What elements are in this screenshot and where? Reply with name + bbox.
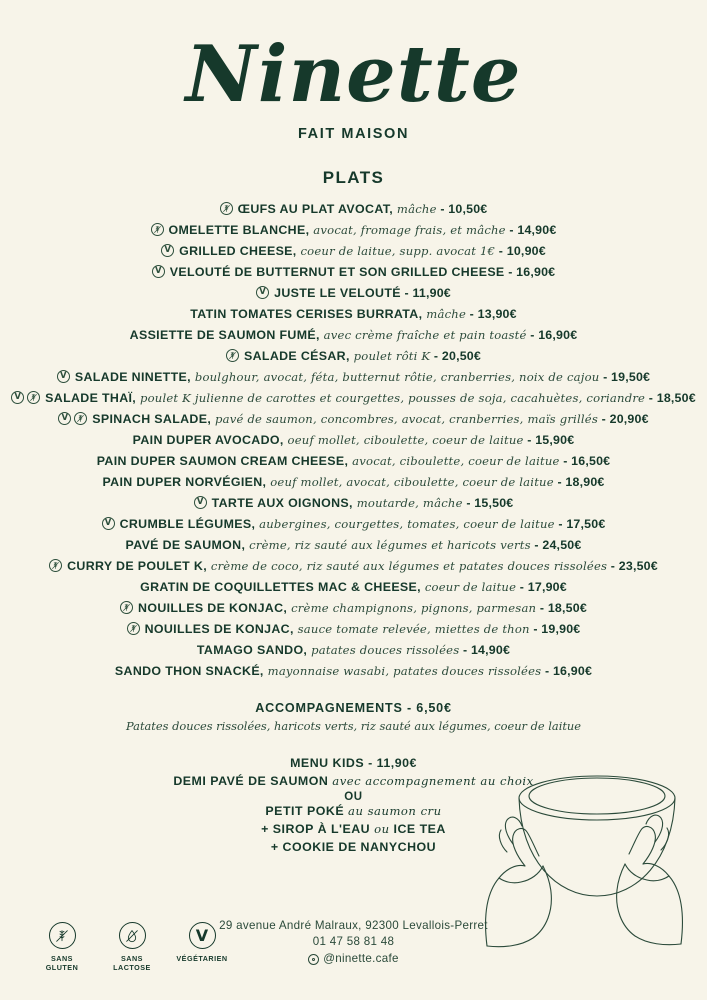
vegetarian-icon: V [152, 265, 165, 278]
menu-item-text [67, 559, 658, 573]
menu-item-text [120, 517, 606, 531]
menu-item-list [14, 198, 696, 681]
wheat-free-icon [49, 559, 62, 572]
wheat-free-icon [127, 622, 140, 635]
menu-item-name: SALADE NINETTE, [74, 369, 191, 384]
menu-item-price: - 17,90€ [516, 579, 567, 594]
menu-item-row [24, 450, 684, 471]
menu-item-badges [11, 391, 40, 404]
menu-item-badges [161, 244, 174, 257]
menu-item-text [244, 349, 481, 363]
menu-item-row [24, 576, 684, 597]
menu-item-description: crème, riz sauté aux légumes et haricots verts [245, 537, 531, 552]
vegetarian-icon: V [189, 922, 216, 949]
menu-item-description: crème champignons, pignons, parmesan [287, 600, 537, 615]
menu-item-price: - 16,90€ [541, 663, 593, 678]
menu-item-text [140, 580, 567, 594]
kids-drink-line [0, 821, 707, 839]
menu-item-row [24, 471, 684, 492]
menu-item-name: GRATIN DE COQUILLETTES MAC & CHEESE, [140, 579, 421, 594]
kids-drink-or: ou [374, 822, 390, 837]
menu-item-badges [152, 265, 165, 278]
menu-item-row [24, 429, 684, 450]
wheat-free-icon [120, 601, 133, 614]
menu-item-name: GRILLED CHEESE, [179, 243, 297, 258]
menu-item-text [75, 370, 650, 384]
menu-item-description: sauce tomate relevée, miettes de thon [293, 621, 530, 636]
menu-item-price: - 15,50€ [462, 495, 514, 510]
menu-item-text [179, 244, 546, 258]
menu-item-text [169, 223, 557, 237]
menu-item-text [133, 433, 575, 447]
allergen-legend [36, 922, 228, 972]
menu-item-name: PAIN DUPER NORVÉGIEN, [102, 474, 267, 489]
menu-item-text [212, 496, 514, 510]
menu-item-name: VELOUTÉ DE BUTTERNUT ET SON GRILLED CHEESE [169, 264, 505, 279]
menu-item-description: mâche [422, 306, 467, 321]
menu-item-name: PAVÉ DE SAUMON, [125, 537, 246, 552]
vegetarian-icon: V [161, 244, 174, 257]
vegetarian-icon: V [57, 370, 70, 383]
menu-item-row [14, 387, 696, 408]
kids-option-1-desc: avec accompagnement au choix [332, 774, 534, 789]
wheat-free-icon [220, 202, 233, 215]
menu-item-description: mâche [393, 201, 437, 216]
menu-item-row [24, 639, 684, 660]
menu-item-badges [120, 601, 133, 614]
menu-item-description: poulet K julienne de carottes et courgettes, pousses de soja, cacahuètes, coriandre [136, 390, 646, 405]
menu-item-price: - 16,50€ [559, 453, 611, 468]
vegetarian-icon: V [256, 286, 269, 299]
menu-item-name: ŒUFS AU PLAT AVOCAT, [237, 201, 394, 216]
vegetarian-icon: V [102, 517, 115, 530]
menu-item-badges [151, 223, 164, 236]
menu-item-text [238, 202, 488, 216]
menu-item-text [92, 412, 648, 426]
accompagnements-title: ACCOMPAGNEMENTS - 6,50€ [255, 701, 452, 716]
menu-item-name: SPINACH SALADE, [92, 411, 212, 426]
menu-item-name: CRUMBLE LÉGUMES, [119, 516, 256, 531]
menu-item-row [24, 597, 684, 618]
menu-item-name: NOUILLES DE KONJAC, [144, 621, 294, 636]
menu-item-description: mayonnaise wasabi, patates douces rissolées [263, 663, 542, 678]
menu-item-name: SALADE THAÏ, [45, 390, 137, 405]
menu-item-badges [127, 622, 140, 635]
vegetarian-icon: V [11, 391, 24, 404]
menu-item-text [102, 475, 604, 489]
menu-item-name: PAIN DUPER AVOCADO, [132, 432, 284, 447]
menu-item-description: patates douces rissolées [307, 642, 460, 657]
menu-item-badges [49, 559, 62, 572]
kids-option-1-name: DEMI PAVÉ DE SAUMON [173, 774, 329, 789]
menu-item-price: - 23,50€ [607, 558, 658, 573]
menu-item-name: ASSIETTE DE SAUMON FUMÉ, [129, 327, 320, 342]
menu-item-name: TATIN TOMATES CERISES BURRATA, [190, 306, 423, 321]
kids-title: MENU KIDS - 11,90€ [290, 756, 417, 771]
menu-item-price: - 24,50€ [530, 537, 582, 552]
vegetarian-icon: V [58, 412, 71, 425]
wheat-free-icon [226, 349, 239, 362]
kids-drink-2: ICE TEA [393, 822, 446, 837]
menu-item-row [24, 219, 684, 240]
menu-item-badges [58, 412, 87, 425]
brand-tagline: FAIT MAISON [297, 126, 410, 143]
menu-item-description: boulghour, avocat, féta, butternut rôtie, cranberries, noix de cajou [190, 369, 600, 384]
menu-item-description: poulet rôti K [349, 348, 431, 363]
menu-item-price: - 20,50€ [430, 348, 481, 363]
kids-option-2-desc: au saumon cru [348, 804, 442, 819]
menu-item-price: - 14,90€ [459, 642, 511, 657]
menu-item-description: avocat, ciboulette, coeur de laitue [348, 453, 560, 468]
kids-or-1: OU [344, 791, 363, 804]
menu-item-price: - 14,90€ [505, 222, 557, 237]
menu-item-description: coeur de laitue [420, 579, 517, 594]
menu-item-name: NOUILLES DE KONJAC, [138, 600, 288, 615]
legend-label: SANS GLUTEN [45, 954, 79, 972]
menu-item-row [24, 660, 684, 681]
menu-item-text [197, 643, 510, 657]
menu-item-text [97, 454, 611, 468]
footer-phone: 01 47 58 81 48 [312, 935, 395, 949]
wheat-free-icon [49, 922, 76, 949]
menu-item-row [24, 282, 684, 303]
menu-item-description: avec crème fraîche et pain toasté [319, 327, 527, 342]
menu-item-price: - 11,90€ [400, 285, 451, 300]
menu-item-name: CURRY DE POULET K, [67, 558, 207, 573]
footer-instagram[interactable] [308, 951, 399, 968]
lactose-free-icon [119, 922, 146, 949]
menu-item-row [24, 555, 684, 576]
legend-item [176, 922, 228, 972]
restaurant-name: Ninette [185, 29, 522, 120]
menu-item-badges [220, 202, 233, 215]
menu-item-row [24, 513, 684, 534]
menu-item-row [24, 261, 684, 282]
menu-item-text [130, 328, 578, 342]
menu-item-price: - 20,90€ [598, 411, 649, 426]
menu-item-badges [194, 496, 207, 509]
legend-label: VÉGÉTARIEN [176, 954, 228, 963]
menu-item-badges [102, 517, 115, 530]
menu-item-name: TAMAGO SANDO, [196, 642, 308, 657]
menu-item-name: OMELETTE BLANCHE, [168, 222, 310, 237]
menu-item-name: TARTE AUX OIGNONS, [211, 495, 353, 510]
menu-item-text [126, 538, 582, 552]
menu-item-price: - 16,90€ [526, 327, 578, 342]
accompagnements-block [0, 701, 707, 733]
menu-item-badges [57, 370, 70, 383]
menu-item-description: aubergines, courgettes, tomates, coeur de laitue [255, 516, 555, 531]
menu-item-description: coeur de laitue, supp. avocat 1€ [296, 243, 496, 258]
wheat-free-icon [151, 223, 164, 236]
menu-item-price: - 16,90€ [504, 264, 556, 279]
menu-item-row [24, 492, 684, 513]
menu-item-row [24, 198, 684, 219]
menu-item-price: - 15,90€ [523, 432, 575, 447]
menu-item-price: - 18,50€ [536, 600, 587, 615]
menu-item-row [24, 240, 684, 261]
menu-item-name: SANDO THON SNACKÉ, [114, 663, 264, 678]
menu-item-text [170, 265, 556, 279]
kids-drink-1: + SIROP À L'EAU [261, 822, 371, 837]
kids-option-2 [0, 803, 707, 821]
accompagnements-desc: Patates douces rissolées, haricots verts, riz sauté aux légumes, coeur de laitue [126, 719, 581, 734]
brand-header [0, 0, 707, 142]
wheat-free-icon [27, 391, 40, 404]
menu-item-description: crème de coco, riz sauté aux légumes et patates douces rissolées [206, 558, 608, 573]
menu-item-price: - 10,90€ [495, 243, 546, 258]
menu-item-price: - 17,50€ [554, 516, 606, 531]
menu-item-row [24, 366, 684, 387]
footer-instagram-handle: @ninette.cafe [323, 952, 399, 966]
legend-item [106, 922, 158, 972]
menu-item-row [24, 618, 684, 639]
menu-item-row [24, 345, 684, 366]
menu-item-price: - 18,90€ [553, 474, 605, 489]
vegetarian-icon: V [194, 496, 207, 509]
kids-option-1 [0, 773, 707, 791]
menu-item-text [115, 664, 592, 678]
menu-item-row [24, 303, 684, 324]
menu-item-row [24, 534, 684, 555]
menu-item-text [274, 286, 451, 300]
menu-item-text [45, 391, 696, 405]
menu-item-text [145, 622, 581, 636]
menu-item-description: pavé de saumon, concombres, avocat, cranberries, maïs grillés [211, 411, 598, 426]
menu-item-row [24, 408, 684, 429]
menu-item-price: - 19,90€ [529, 621, 581, 636]
kids-option-2-name: PETIT POKÉ [265, 804, 345, 819]
menu-item-description: oeuf mollet, avocat, ciboulette, coeur de laitue [266, 474, 554, 489]
wheat-free-icon [74, 412, 87, 425]
legend-item [36, 922, 88, 972]
menu-item-price: - 19,50€ [599, 369, 651, 384]
menu-item-price: - 10,50€ [436, 201, 488, 216]
menu-item-name: SALADE CÉSAR, [244, 348, 350, 363]
section-title-plats: PLATS [322, 168, 385, 188]
menu-item-description: avocat, fromage frais, et mâche [309, 222, 506, 237]
footer-address: 29 avenue André Malraux, 92300 Levallois-Perret [219, 918, 488, 932]
menu-item-price: - 18,50€ [645, 390, 696, 405]
menu-item-badges [256, 286, 269, 299]
instagram-icon [308, 954, 319, 965]
menu-item-name: JUSTE LE VELOUTÉ [274, 285, 401, 300]
menu-item-text [190, 307, 517, 321]
menu-item-text [138, 601, 587, 615]
menu-item-price: - 13,90€ [466, 306, 517, 321]
legend-label: SANS LACTOSE [113, 954, 151, 972]
kids-dessert-line: + COOKIE DE NANYCHOU [270, 840, 437, 855]
menu-item-row [24, 324, 684, 345]
menu-item-badges [226, 349, 239, 362]
menu-item-description: oeuf mollet, ciboulette, coeur de laitue [283, 432, 524, 447]
menu-item-description: moutarde, mâche [352, 495, 463, 510]
menu-item-name: PAIN DUPER SAUMON CREAM CHEESE, [96, 453, 349, 468]
kids-menu-block [0, 755, 707, 857]
